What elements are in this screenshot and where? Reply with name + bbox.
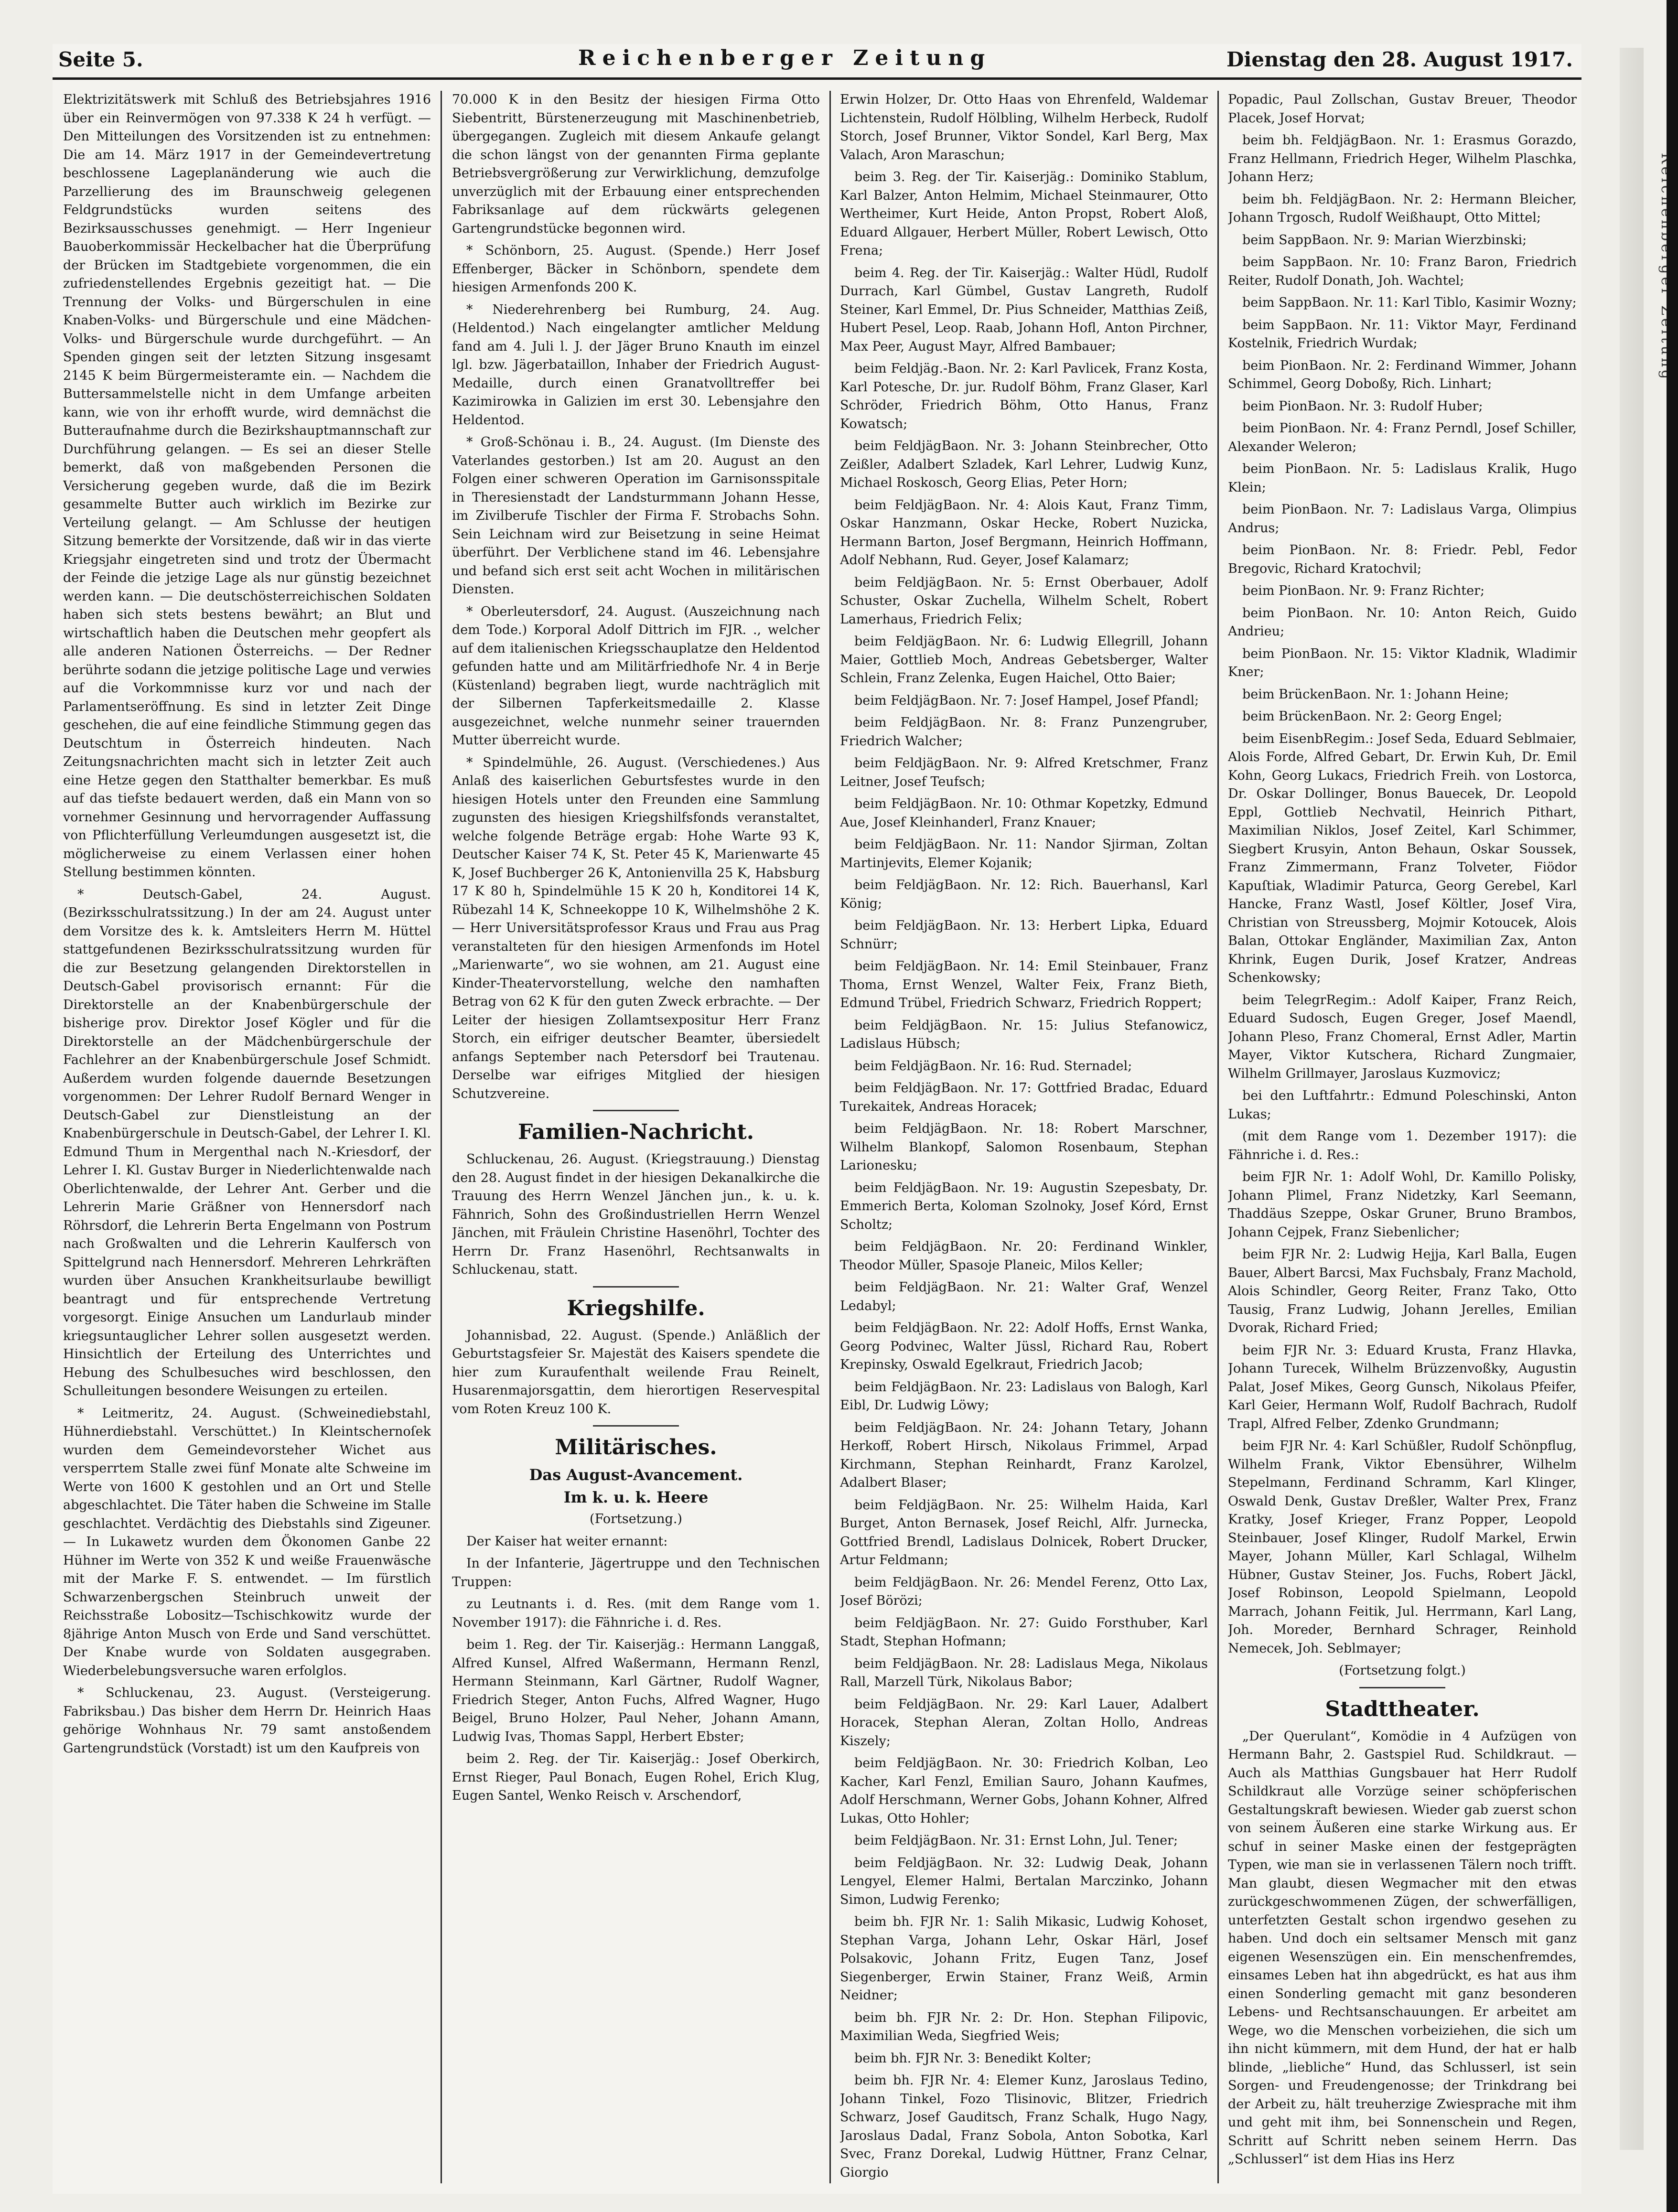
- article-schluckenau: * Schluckenau, 23. August. (Versteigerung. Fabriksbau.) Das bisher dem Herrn Dr. Heinrich Haas gehörige Wohnhaus Nr. 79 samt anstoßendem Gartengrundstück (Vorstadt) ist um den Kaufpreis von: [63, 1686, 431, 1756]
- list-item: beim EisenbRegim.: Josef Seda, Eduard Seblmaier, Alois Forde, Alfred Gebart, Dr. Erwin Kuh, Dr. Emil Kohn, Georg Lukacs, Friedrich Freih. von Lostorca, Dr. Oskar Dollinger, Bonus Bauecek, Dr. Leopold Eppl, Gottlieb Nechvatil, Heinrich Pithart, Maximilian Niklos, Josef Zeitel, Karl Schimmer, Siegbert Krusyin, Anton Behaun, Oskar Soussek, Franz Zimmermann, Franz Tolveter, Fiödor Kapuſtiak, Wladimir Paturca, Georg Gerebel, Karl Hancke, Franz Wastl, Josef Költler, Josef Vira, Christian von Streussberg, Mojmir Kotoucek, Alois Balan, Ottokar Engländer, Maximilian Zax, Anton Khrink, Eugen Durik, Josef Kratzer, Andreas Schenkowsky;: [1228, 731, 1577, 985]
- section-separator: [1359, 1687, 1445, 1688]
- list-item: beim FeldjägBaon. Nr. 14: Emil Steinbauer, Franz Thoma, Ernst Wenzel, Walter Feix, Franz Bieth, Edmund Trübel, Friedrich Schwarz, Friedrich Roppert;: [840, 959, 1208, 1010]
- list-item: beim FeldjägBaon. Nr. 27: Guido Forsthuber, Karl Stadt, Stephan Hofmann;: [840, 1615, 1208, 1649]
- list-item: beim SappBaon. Nr. 11: Viktor Mayr, Ferdinand Kostelnik, Friedrich Wurdak;: [1228, 317, 1577, 351]
- list-item: beim FeldjägBaon. Nr. 28: Ladislaus Mega, Nikolaus Rall, Marzell Türk, Nikolaus Babor;: [840, 1656, 1208, 1689]
- list-item: beim PionBaon. Nr. 2: Ferdinand Wimmer, Johann Schimmel, Georg Doboßy, Rich. Linhart;: [1228, 358, 1577, 391]
- list-item: beim BrückenBaon. Nr. 1: Johann Heine;: [1242, 687, 1509, 702]
- section-separator: [593, 1110, 679, 1111]
- list-item: bei den Luftfahrtr.: Edmund Poleschinski, Anton Lukas;: [1228, 1088, 1577, 1122]
- list-item: beim FeldjägBaon. Nr. 24: Johann Tetary, Johann Herkoff, Robert Hirsch, Nikolaus Frimmel, Arpad Kirchmann, Stephan Reinhardt, Franz Karolzel, Adalbert Blaser;: [840, 1420, 1208, 1490]
- article-deutsch-gabel: * Deutsch-Gabel, 24. August. (Bezirksschulratssitzung.) In der am 24. August unter dem Vorsitze des k. k. Amtsleiters Herrn M. Hüttel stattgefundenen Bezirksschulratssitzung wurden für die zur Besetzung gelangenden Direktorstellen in Deutsch-Gabel provisorisch ernannt: Für die Direktorstelle an der Knabenbürgerschule der bisherige prov. Direktor Josef Kögler und für die Direktorstelle an der Mädchenbürgerschule der Fachlehrer an der Knabenbürgerschule Josef Schmidt. Außerdem wurden folgende dauernde Besetzungen vorgenommen: Der Lehrer Rudolf Bernard Wenger in Deutsch-Gabel zur Dienstleistung an der Knabenbürgerschule in Deutsch-Gabel, der Lehrer I. Kl. Edmund Thum in Mergenthal nach N.-Kriesdorf, der Lehrer I. Kl. Gustav Burger in Niederlichtenwalde nach Oberlichtenwalde, der Lehrer Ant. Gerber und die Lehrerin Marie Gräßner von Hennersdorf nach Röhrsdorf, die Lehrerin Berta Engelmann von Postrum nach Großwalten und die Lehrerin Kaulfersch von Spittelgrund nach Hennersdorf. Mehreren Lehrkräften wurden über Ansuchen Krankheitsurlaube bewilligt beantragt und für entsprechende Vertretung vorgesorgt. Einige Ansuchen um Landurlaub minder kriegsuntauglicher Lehrer sollen ausgesetzt werden. Hinsichtlich der Erteilung des Unterrichtes und Hebung des Schulbesuches wird beschlossen, den Schulleitungen besondere Weisungen zu erteilen.: [63, 887, 431, 1398]
- list-item: beim FeldjägBaon. Nr. 12: Rich. Bauerhansl, Karl König;: [840, 878, 1208, 911]
- list-item: beim FJR Nr. 1: Adolf Wohl, Dr. Kamillo Polisky, Johann Plimel, Franz Nidetzky, Karl Seemann, Thaddäus Szeppe, Oskar Gruner, Bruno Brambos, Johann Cejpek, Franz Siebenlicher;: [1228, 1170, 1577, 1240]
- list-item: beim PionBaon. Nr. 4: Franz Perndl, Josef Schiller, Alexander Weleron;: [1228, 421, 1577, 454]
- list-item: beim 3. Reg. der Tir. Kaiserjäg.: Dominiko Stablum, Karl Balzer, Anton Helmim, Michael Steinmaurer, Otto Wertheimer, Kurt Heide, Anton Propst, Robert Aloß, Eduard Allgauer, Herbert Müller, Robert Lewisch, Otto Frena;: [840, 170, 1208, 258]
- issue-date: Dienstag den 28. August 1917.: [1226, 48, 1573, 71]
- list-item: beim FeldjägBaon. Nr. 23: Ladislaus von Balogh, Karl Eibl, Dr. Ludwig Löwy;: [840, 1379, 1208, 1413]
- list-item: beim bh. FJR Nr. 3: Benedikt Kolter;: [854, 2051, 1092, 2066]
- list-item: beim FeldjägBaon. Nr. 22: Adolf Hoffs, Ernst Wanka, Georg Podvinec, Walter Jüssl, Richard Rau, Robert Krepinsky, Oswald Egelkraut, Friedrich Jacob;: [840, 1321, 1208, 1372]
- article-oberleutersdorf: * Oberleutersdorf, 24. August. (Auszeichnung nach dem Tode.) Korporal Adolf Dittrich im FJR. ., welcher auf dem italienischen Kriegsschauplatze den Heldentod gefunden hatte und am Militärfriedhofe Nr. 4 in Berje (Küstenland) begraben liegt, wurde nachträglich mit der Silbernen Tapferkeitsmedaille 2. Klasse ausgezeichnet, welche nunmehr seiner trauernden Mutter überreicht wurde.: [452, 604, 820, 748]
- section-separator: [593, 1286, 679, 1288]
- article-schoenborn: * Schönborn, 25. August. (Spende.) Herr Josef Effenberger, Bäcker in Schönborn, spendete dem hiesigen Armenfonds 200 K.: [452, 243, 820, 295]
- list-item: beim PionBaon. Nr. 7: Ladislaus Varga, Olimpius Andrus;: [1228, 502, 1577, 536]
- page-edge: [1620, 48, 1644, 2150]
- column-1: [63, 91, 431, 2183]
- list-item: beim FeldjägBaon. Nr. 5: Ernst Oberbauer, Adolf Schuster, Oskar Zuchella, Wilhelm Schelt, Robert Lamerhaus, Friedrich Felix;: [840, 575, 1208, 627]
- list-item: beim PionBaon. Nr. 15: Viktor Kladnik, Wladimir Kner;: [1228, 646, 1577, 679]
- section-separator: [593, 1425, 679, 1427]
- section-heading-militaerisches: Militärisches.: [555, 1435, 717, 1460]
- list-item: beim PionBaon. Nr. 3: Rudolf Huber;: [1242, 398, 1483, 414]
- list-item: beim FeldjägBaon. Nr. 21: Walter Graf, Wenzel Ledabyl;: [840, 1280, 1208, 1313]
- article-gross-schoenau: * Groß-Schönau i. B., 24. August. (Im Dienste des Vaterlandes gestorben.) Ist am 20. August an den Folgen einer schweren Operation im Garnisonsspitale in Theresienstadt der Landsturmmann Johann Hesse, im Zivilberufe Tischler der Firma F. Strobachs Sohn. Sein Leichnam wird zur Beisetzung in seine Heimat überführt. Der Verblichene stand im 46. Lebensjahre und befand sich erst seit acht Wochen in militärischen Diensten.: [452, 435, 820, 597]
- column-2: [452, 91, 820, 2183]
- list-item: beim FeldjägBaon. Nr. 32: Ludwig Deak, Johann Lengyel, Elemer Halmi, Bertalan Marczinko, Johann Simon, Ludwig Ferenko;: [840, 1855, 1208, 1907]
- list-item: beim FeldjägBaon. Nr. 10: Othmar Kopetzky, Edmund Aue, Josef Kleinhanderl, Franz Knauer;: [840, 796, 1208, 830]
- column-rule: [1217, 91, 1219, 2183]
- list-item: beim SappBaon. Nr. 10: Franz Baron, Friedrich Reiter, Rudolf Donath, Joh. Wachtel;: [1228, 255, 1577, 288]
- list-item: beim bh. FJR Nr. 2: Dr. Hon. Stephan Filipovic, Maximilian Weda, Siegfried Weis;: [840, 2010, 1208, 2043]
- article-text: In der Infanterie, Jägertruppe und den Technischen Truppen:: [452, 1556, 820, 1589]
- list-item: beim FeldjägBaon. Nr. 13: Herbert Lipka, Eduard Schnürr;: [840, 918, 1208, 952]
- list-item: beim bh. FJR Nr. 4: Elemer Kunz, Jaroslaus Tedino, Johann Tinkel, Fozo Tlisinovic, Blitzer, Friedrich Schwarz, Josef Gauditsch, Franz Schalk, Hugo Nagy, Jaroslaus Dadal, Franz Sobola, Anton Sobotka, Karl Svec, Franz Dorekal, Ludwig Hüttner, Franz Celnar, Giorgio: [840, 2073, 1208, 2180]
- list-item: beim FeldjägBaon. Nr. 19: Augustin Szepesbaty, Dr. Emmerich Berta, Koloman Szolnoky, Josef Kórd, Ernst Scholtz;: [840, 1180, 1208, 1232]
- column-rule: [829, 91, 831, 2183]
- column-4: [1228, 91, 1577, 2183]
- page-label: Seite 5.: [58, 48, 143, 71]
- article-text: Der Kaiser hat weiter ernannt:: [466, 1534, 668, 1549]
- list-item: beim PionBaon. Nr. 5: Ladislaus Kralik, Hugo Klein;: [1228, 462, 1577, 495]
- list-item: beim FJR Nr. 2: Ludwig Hejja, Karl Balla, Eugen Bauer, Albert Barcsi, Max Fuchsbaly, Franz Machold, Alois Schindler, Georg Reiter, Franz Tako, Otto Tausig, Franz Ludwig, Johann Jerelles, Emilian Dvorak, Richard Fried;: [1228, 1247, 1577, 1335]
- subheading-avancement: Das August-Avancement.: [529, 1466, 743, 1484]
- list-item: beim PionBaon. Nr. 9: Franz Richter;: [1242, 583, 1485, 598]
- list-item: beim FeldjägBaon. Nr. 26: Mendel Ferenz, Otto Lax, Josef Börözi;: [840, 1575, 1208, 1608]
- list-item: (mit dem Range vom 1. Dezember 1917): die Fähnriche i. d. Res.:: [1228, 1129, 1577, 1162]
- list-item: Popadic, Paul Zollschan, Gustav Breuer, Theodor Placek, Josef Horvat;: [1228, 92, 1577, 126]
- list-item: beim bh. FeldjägBaon. Nr. 1: Erasmus Gorazdo, Franz Hellmann, Friedrich Heger, Wilhelm Plaschka, Johann Herz;: [1228, 133, 1577, 184]
- list-item: beim FeldjägBaon. Nr. 29: Karl Lauer, Adalbert Horacek, Stephan Aleran, Zoltan Hollo, Andreas Kiszely;: [840, 1697, 1208, 1749]
- list-item: beim SappBaon. Nr. 9: Marian Wierzbinski;: [1242, 232, 1527, 247]
- article-niederehrenberg: * Niederehrenberg bei Rumburg, 24. Aug. (Heldentod.) Nach eingelangter amtlicher Meldung fand am 4. Juli l. J. der Jäger Bruno Knauth im einzel lgl. bzw. Jägerbataillon, Inhaber der Friedrich August-Medaille, durch einen Granatvolltreffer bei Kazimirowka in Galizien im erst 30. Lebensjahre den Heldentod.: [452, 302, 820, 428]
- list-item: beim PionBaon. Nr. 10: Anton Reich, Guido Andrieu;: [1228, 605, 1577, 639]
- list-item: Erwin Holzer, Dr. Otto Haas von Ehrenfeld, Waldemar Lichtenstein, Rudolf Hölbling, Wilhelm Herbeck, Rudolf Storch, Josef Brunner, Viktor Sondel, Karl Berg, Max Valach, Aron Maraschun;: [840, 92, 1208, 162]
- list-item: beim FeldjägBaon. Nr. 9: Alfred Kretschmer, Franz Leitner, Josef Teufsch;: [840, 756, 1208, 789]
- list-item: beim FeldjägBaon. Nr. 16: Rud. Sternadel;: [854, 1058, 1132, 1074]
- subheading-fortsetzung: (Fortsetzung.): [590, 1512, 682, 1526]
- list-item: beim TelegrRegim.: Adolf Kaiper, Franz Reich, Eduard Sudosch, Eugen Greger, Josef Maendl, Johann Pleso, Franz Chomeral, Ernst Adler, Martin Mayer, Viktor Kutschera, Richard Zungmaier, Wilhelm Grillmayer, Jaroslaus Kuzmovicz;: [1228, 992, 1577, 1081]
- list-item: beim FeldjägBaon. Nr. 6: Ludwig Ellegrill, Johann Maier, Gottlieb Moch, Andreas Gebetsberger, Walter Schlein, Franz Zelenka, Eugen Haichel, Otto Baier;: [840, 634, 1208, 686]
- section-heading-familien: Familien-Nachricht.: [517, 1120, 754, 1144]
- article-text: 70.000 K in den Besitz der hiesigen Firma Otto Siebentritt, Bürstenerzeugung mit Maschinenbetrieb, übergegangen. Zugleich mit diesem Ankaufe gelangt die schon längst von der genannten Firma geplante Betriebsvergrößerung zur Verwirklichung, demzufolge unverzüglich mit der Erbauung einer entsprechenden Fabriksanlage auf dem rückwärts gelegenen Gartengrundstücke begonnen wird.: [452, 92, 820, 236]
- column-rule: [441, 91, 442, 2183]
- article-johannisbad: Johannisbad, 22. August. (Spende.) Anläßlich der Geburtstagsfeier Sr. Majestät des Kaisers spendete die hier zum Kuraufenthalt weilende Frau Reinelt, Husarenmajorsgattin, dem hierortigen Reservespital vom Roten Kreuz 100 K.: [452, 1328, 820, 1417]
- list-item: beim 4. Reg. der Tir. Kaiserjäg.: Walter Hüdl, Rudolf Durrach, Karl Gümbel, Gustav Langreth, Rudolf Steiner, Karl Emmel, Dr. Pius Schneider, Matthias Zeiß, Hubert Pesel, Leop. Raab, Johann Hofl, Anton Pirchner, Max Peer, August Mayr, Alfred Bambauer;: [840, 265, 1208, 354]
- subheading-heere: Im k. u. k. Heere: [563, 1488, 709, 1506]
- list-item: beim FeldjägBaon. Nr. 18: Robert Marschner, Wilhelm Blankopf, Salomon Rosenbaum, Stephan Larionesku;: [840, 1121, 1208, 1173]
- list-item: beim FeldjägBaon. Nr. 20: Ferdinand Winkler, Theodor Müller, Spasoje Planeic, Milos Keller;: [840, 1239, 1208, 1273]
- column-3: [840, 91, 1208, 2183]
- masthead: [53, 44, 1581, 80]
- list-item: beim FeldjägBaon. Nr. 17: Gottfried Bradac, Eduard Turekaitek, Andreas Horacek;: [840, 1081, 1208, 1114]
- article-theater-review: „Der Querulant“, Komödie in 4 Aufzügen von Hermann Bahr, 2. Gastspiel Rud. Schildkraut. — Auch als Matthias Gungsbauer hat Herr Rudolf Schildkraut alle Vorzüge seiner schöpferischen Gestaltungskraft bewiesen. Wieder gab zuerst schon von seinem Äußeren eine starke Wirkung aus. Er schuf in seiner Maske einen der festgeprägten Typen, wie man sie in verlassenen Tälern noch trifft. Man glaubt, diesen Wegmacher mit den etwas zurückgeschwommenen Zügen, der schwerfälligen, unterfetzten Gestalt schon irgendwo gesehen zu haben. Und doch ein seltsamer Mensch mit ganz eigenen Wesenszügen ein. Ein menschenfremdes, einsames Leben hat ihn abgedrückt, es hat aus ihm einen Sonderling gemacht mit ganz besonderen Lebens- und Rechtsanschauungen. Er arbeitet am Wege, wo die Menschen vorbeiziehen, die sich um ihn nicht kümmern, mit dem Hund, der hat er halb blinde, „liebliche“ Hund, das Schlusserl, ist sein Sorgen- und Freudengenosse; der Trinkdrang bei der Arbeit zu, hält treuherzige Zwiesprache mit ihm und geht mit ihm, bei Sonnenschein und Regen, Schritt auf Schritt neben seinem Herrn. Das „Schlusserl“ ist dem Hias ins Herz: [1228, 1729, 1577, 2167]
- list-item: beim FeldjägBaon. Nr. 31: Ernst Lohn, Jul. Tener;: [854, 1833, 1178, 1848]
- newspaper-title: Reichenberger Zeitung: [578, 46, 992, 70]
- article-leitmeritz: * Leitmeritz, 24. August. (Schweinediebstahl, Hühnerdiebstahl. Verschüttet.) In Kleintschernoſek wurden dem Gemeindevorsteher Wichet aus versperrtem Stalle zwei fünf Monate alte Schweine im Werte von 1600 K gestohlen und an Ort und Stelle abgeschlachtet. Die Täter haben die Schweine im Stalle geschlachtet. Verdächtig des Diebstahls sind Zigeuner. — In Lukawetz wurden dem Ökonomen Ganbe 22 Hühner im Werte von 352 K und weiße Frauenwäsche mit der Marke F. S. entwendet. — Im fürstlich Schwarzenbergschen Steinbruch unweit der Reichsstraße Lobositz—Tschischkowitz wurde der 8jährige Anton Musch von Erde und Sand verschüttet. Der Knabe wurde von Soldaten ausgegraben. Wiederbelebungsversuche waren erfolglos.: [63, 1406, 431, 1678]
- list-item: beim FJR Nr. 4: Karl Schüßler, Rudolf Schönpflug, Wilhelm Frank, Viktor Ebensührer, Wilhelm Stepelmann, Ferdinand Schramm, Karl Klinger, Oswald Denk, Gustav Dreßler, Walter Prex, Franz Kratky, Josef Krieger, Franz Popper, Leopold Steinbauer, Josef Klinger, Rudolf Markel, Erwin Mayer, Johann Müller, Karl Schlagal, Wilhelm Hübner, Gustav Steiner, Jos. Fuchs, Robert Jäckl, Josef Robinson, Leopold Spielmann, Leopold Marrach, Johann Feitik, Jul. Herrmann, Karl Lang, Joh. Moreder, Bernhard Schrager, Reinhold Nemecek, Joh. Seblmayer;: [1228, 1439, 1577, 1656]
- list-item: beim FeldjägBaon. Nr. 3: Johann Steinbrecher, Otto Zeißler, Adalbert Szladek, Karl Lehrer, Ludwig Kunz, Michael Roskosch, Georg Elias, Peter Horn;: [840, 439, 1208, 490]
- article-kriegstrauung: Schluckenau, 26. August. (Kriegstrauung.) Dienstag den 28. August findet in der hiesigen Dekanalkirche die Trauung des Herrn Wenzel Jänchen jun., k. u. k. Fähnrich, Sohn des Großindustriellen Herrn Wenzel Jänchen, mit Fräulein Christine Hasenöhrl, Tochter des Herrn Dr. Franz Hasenöhrl, Rechtsanwalts in Schluckenau, statt.: [452, 1152, 820, 1277]
- article-text: beim 1. Reg. der Tir. Kaiserjäg.: Hermann Langgaß, Alfred Kunsel, Alfred Waßermann, Hermann Renzl, Hermann Steinmann, Karl Gärtner, Rudolf Wagner, Friedrich Steger, Anton Fuchs, Alfred Wagner, Hugo Beigel, Bruno Holzer, Paul Neher, Johann Amann, Ludwig Ivas, Thomas Sappl, Herbert Ebster;: [452, 1637, 820, 1744]
- list-item: beim BrückenBaon. Nr. 2: Georg Engel;: [1242, 709, 1503, 724]
- section-heading-stadttheater: Stadttheater.: [1325, 1697, 1480, 1721]
- list-item: beim FeldjägBaon. Nr. 7: Josef Hampel, Josef Pfandl;: [854, 693, 1199, 708]
- list-item: beim FeldjägBaon. Nr. 8: Franz Punzengruber, Friedrich Walcher;: [840, 715, 1208, 749]
- list-item: beim bh. FeldjägBaon. Nr. 2: Hermann Bleicher, Johann Trgosch, Rudolf Weißhaupt, Otto Mittel;: [1228, 192, 1577, 225]
- scan-border: [1667, 0, 1678, 2212]
- list-item: beim SappBaon. Nr. 11: Karl Tiblo, Kasimir Wozny;: [1242, 295, 1577, 310]
- list-item: beim FeldjägBaon. Nr. 4: Alois Kaut, Franz Timm, Oskar Hanzmann, Oskar Hecke, Robert Nuzicka, Hermann Barton, Josef Bergmann, Heinrich Hoffmann, Adolf Nebhann, Rud. Geyer, Josef Kalamarz;: [840, 497, 1208, 568]
- list-item: beim PionBaon. Nr. 8: Friedr. Pebl, Fedor Bregovic, Richard Kratochvil;: [1228, 543, 1577, 576]
- article-text: beim 2. Reg. der Tir. Kaiserjäg.: Josef Oberkirch, Ernst Rieger, Paul Bonach, Eugen Rohel, Erich Klug, Eugen Santel, Wenko Reisch v. Arschendorf,: [452, 1751, 820, 1803]
- list-item: beim FeldjägBaon. Nr. 30: Friedrich Kolban, Leo Kacher, Karl Fenzl, Emilian Sauro, Johann Kaufmes, Adolf Herschmann, Werner Gobs, Johann Kohner, Alfred Lukas, Otto Hohler;: [840, 1756, 1208, 1826]
- list-item: beim FeldjägBaon. Nr. 11: Nandor Sjirman, Zoltan Martinjevits, Elemer Kojanik;: [840, 837, 1208, 870]
- list-item: beim FeldjägBaon. Nr. 15: Julius Stefanowicz, Ladislaus Hübsch;: [840, 1018, 1208, 1051]
- list-item: beim Feldjäg.-Baon. Nr. 2: Karl Pavlicek, Franz Kosta, Karl Potesche, Dr. jur. Rudolf Böhm, Franz Glaser, Karl Schröder, Friedrich Böhm, Otto Hanus, Franz Kowatsch;: [840, 361, 1208, 431]
- continued-note: (Fortsetzung folgt.): [1339, 1663, 1466, 1678]
- article-text: zu Leutnants i. d. Res. (mit dem Range vom 1. November 1917): die Fähnriche i. d. Res.: [452, 1597, 820, 1630]
- newspaper-page: [53, 44, 1581, 2194]
- section-heading-kriegshilfe: Kriegshilfe.: [567, 1296, 705, 1321]
- list-item: beim FeldjägBaon. Nr. 25: Wilhelm Haida, Karl Burget, Anton Bernasek, Josef Reichl, Alfr. Jurnecka, Gottfried Brendl, Ladislaus Dolnicek, Robert Drucker, Artur Feldmann;: [840, 1497, 1208, 1568]
- article-text: Elektrizitätswerk mit Schluß des Betriebsjahres 1916 über ein Reinvermögen von 97.338 K 24 h verfügt. — Den Mitteilungen des Vorsitzenden ist zu entnehmen: Die am 14. März 1917 in der Gemeindevertretung beschlossene Lageplanänderung wie auch die Parzellierung des im Braunschweig gelegenen Feldgrundstücks wurden seitens des Bezirksausschusses genehmigt. — Herr Ingenieur Bauoberkommissär Heckelbacher hat die Überprüfung der Brücken im Stadtgebiete vorgenommen, die ein zufriedenstellendes Ergebnis gezeitigt hat. — Die Trennung der Volks- und Bürgerschulen in eine Knaben-Volks- und Bürgerschule und eine Mädchen-Volks- und Bürgerschule wurde durchgeführt. — An Spenden gingen seit der letzten Sitzung insgesamt 2145 K beim Bürgermeisteramte ein. — Nachdem die Buttersammelstelle nicht in dem Umfange arbeiten kann, wie von ihr erhofft wurde, wird demnächst die Butteraufnahme durch die Bezirkshauptmannschaft zur Durchführung gelangen. — Es sei an dieser Stelle bemerkt, daß von maßgebenden Personen die Versicherung gegeben wurde, daß die im Bezirk gesammelte Butter auch wirklich im Bezirke zur Verteilung gelangt. — Am Schlusse der heutigen Sitzung bemerkte der Vorsitzende, daß wir in das vierte Kriegsjahr eingetreten sind und trotz der Übermacht der Feinde die jetzige Lage als nur günstig bezeichnet werden kann. — Die deutschösterreichischen Soldaten haben sich stets bestens bewährt; an Blut und wirtschaftlich haben die Deutschen mehr geopfert als alle anderen Nationen Österreichs. — Der Redner berührte sodann die jetzige politische Lage und verwies auf die Vorkommnisse kurz vor und nach der Parlamentseröffnung. Es sind in letzter Zeit Dinge geschehen, die auf eine feindliche Stimmung gegen das Deutschtum in Österreich hindeuten. Nach Zeitungsnachrichten macht sich in letzter Zeit auch eine Hetze gegen den Statthalter bemerkbar. Es muß auf das tiefste bedauert werden, daß ein Mann von so vornehmer Gesinnung und hervorragender Auffassung von Pflichterfüllung Verleumdungen ausgesetzt ist, die möglicherweise zu einem Verlassen einer hohen Stellung bestimmen könnten.: [63, 92, 431, 880]
- list-item: beim FJR Nr. 3: Eduard Krusta, Franz Hlavka, Johann Turecek, Wilhelm Brüzzenvoßky, Augustin Palat, Josef Mikes, Georg Gunsch, Nikolaus Pfeifer, Karl Geier, Hermann Wolf, Rudolf Bachrach, Rudolf Trapl, Alfred Felber, Zdenko Grundmann;: [1228, 1342, 1577, 1431]
- list-item: beim bh. FJR Nr. 1: Salih Mikasic, Ludwig Kohoset, Stephan Varga, Johann Lehr, Oskar Härl, Josef Polsakovic, Johann Fritz, Eugen Tanz, Josef Siegenberger, Erwin Stainer, Franz Weiß, Armin Neidner;: [840, 1914, 1208, 2003]
- article-spindelmuehle: * Spindelmühle, 26. August. (Verschiedenes.) Aus Anlaß des kaiserlichen Geburtsfestes wurde in den hiesigen Hotels unter den Freunden eine Sammlung zugunsten des hiesigen Kriegshilfsfonds veranstaltet, welche folgende Beträge ergab: Hohe Warte 93 K, Deutscher Kaiser 74 K, St. Peter 45 K, Marienwarte 45 K, Josef Buchberger 26 K, Antonienvilla 25 K, Habsburg 17 K 80 h, Spindelmühle 15 K 20 h, Konditorei 14 K, Rübezahl 14 K, Schneekoppe 10 K, Wilhelmshöhe 2 K. — Herr Universitätsprofessor Kraus und Frau aus Prag veranstalteten für den hiesigen Armenfonds im Hotel „Marienwarte“, wo sie wohnen, am 21. August eine Kinder-Theatervorstellung, welche den namhaften Betrag von 62 K für den guten Zweck erbrachte. — Der Leiter der hiesigen Zollamtsexpositur Herr Franz Storch, ein eifriger deutscher Beamter, übersiedelt anfangs September nach Petersdorf bei Trautenau. Derselbe war eifriges Mitglied der hiesigen Schutzvereine.: [452, 755, 820, 1101]
